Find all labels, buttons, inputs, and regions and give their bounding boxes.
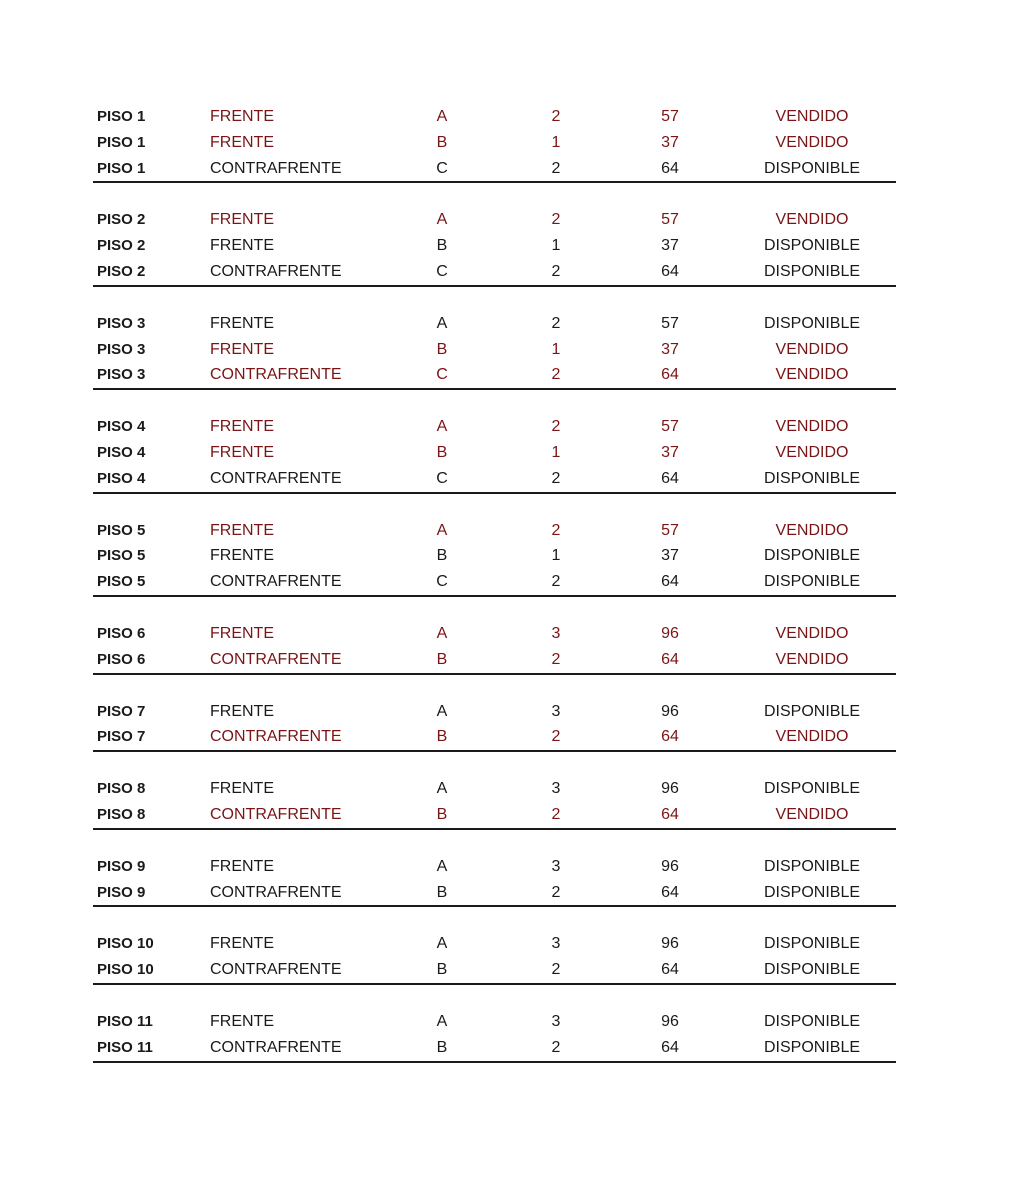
status-cell-text: VENDIDO [775, 521, 849, 539]
unit-letter-cell-text: B [436, 883, 448, 901]
unit-letter-cell-text: A [436, 418, 448, 436]
table-row [93, 880, 896, 906]
orientation-cell: FRENTE [210, 443, 274, 461]
table-row [93, 259, 896, 285]
status-cell-text: DISPONIBLE [763, 702, 861, 720]
status-cell-text: DISPONIBLE [763, 883, 861, 901]
group-divider [93, 1061, 896, 1063]
orientation-cell: FRENTE [210, 418, 274, 436]
group-divider [93, 492, 896, 494]
status-cell-text: DISPONIBLE [763, 237, 861, 255]
table-row [93, 647, 896, 673]
area-cell-text: 57 [661, 108, 679, 125]
floor-cell: PISO 7 [97, 702, 146, 720]
area-cell-text: 64 [661, 262, 679, 280]
orientation-cell: FRENTE [210, 211, 274, 229]
table-row [93, 957, 896, 983]
group-divider [93, 983, 896, 985]
rooms-cell-text: 1 [551, 133, 561, 151]
rooms-cell-text: 2 [551, 805, 561, 823]
table-row [93, 1035, 896, 1061]
table-row [93, 543, 896, 569]
unit-letter-cell-text: C [436, 262, 448, 280]
area-cell-text: 64 [661, 650, 679, 668]
area-cell-text: 57 [661, 418, 679, 436]
floor-cell: PISO 11 [97, 1012, 153, 1030]
floor-group [93, 621, 896, 675]
orientation-cell: FRENTE [210, 521, 274, 539]
floor-cell: PISO 8 [97, 805, 146, 823]
status-cell-text: VENDIDO [775, 340, 849, 358]
status-cell-text: DISPONIBLE [763, 314, 861, 332]
table-row [93, 699, 896, 725]
units-availability-sheet [93, 104, 896, 1087]
area-cell-text: 64 [661, 366, 679, 384]
unit-letter-cell-text: A [436, 935, 448, 953]
floor-cell: PISO 11 [97, 1038, 153, 1056]
rooms-cell-text: 3 [551, 935, 561, 953]
status-cell-text: DISPONIBLE [763, 857, 861, 875]
rooms-cell-text: 2 [551, 108, 561, 125]
area-cell-text: 64 [661, 573, 679, 591]
group-divider [93, 673, 896, 675]
unit-letter-cell-text: B [436, 340, 448, 358]
rooms-cell-text: 1 [551, 237, 561, 255]
unit-letter-cell-text: B [436, 1038, 448, 1056]
area-cell-text: 57 [661, 211, 679, 229]
orientation-cell: FRENTE [210, 935, 274, 953]
table-row [93, 362, 896, 388]
rooms-cell-text: 2 [551, 469, 561, 487]
area-cell-text: 96 [661, 857, 679, 875]
orientation-cell: FRENTE [210, 133, 274, 151]
unit-letter-cell-text: A [436, 314, 448, 332]
floor-cell: PISO 7 [97, 728, 146, 746]
floor-group [93, 1009, 896, 1063]
orientation-cell: FRENTE [210, 108, 274, 125]
unit-letter-cell-text: A [436, 1012, 448, 1030]
status-cell-text: VENDIDO [775, 624, 849, 642]
status-cell-text: VENDIDO [775, 805, 849, 823]
floor-cell: PISO 10 [97, 935, 154, 953]
table-row [93, 130, 896, 156]
floor-cell: PISO 9 [97, 857, 146, 875]
status-cell-text: DISPONIBLE [763, 1012, 861, 1030]
rooms-cell-text: 2 [551, 521, 561, 539]
status-cell-text: VENDIDO [775, 443, 849, 461]
status-cell-text: DISPONIBLE [763, 1038, 861, 1056]
area-cell-text: 37 [661, 547, 679, 565]
floor-group [93, 854, 896, 908]
floor-cell: PISO 9 [97, 883, 146, 901]
status-cell-text: VENDIDO [775, 728, 849, 746]
rooms-cell-text: 2 [551, 418, 561, 436]
area-cell-text: 37 [661, 133, 679, 151]
rooms-cell-text: 2 [551, 883, 561, 901]
unit-letter-cell-text: B [436, 547, 448, 565]
area-cell-text: 64 [661, 469, 679, 487]
floor-cell: PISO 5 [97, 521, 146, 539]
orientation-cell: FRENTE [210, 547, 274, 565]
orientation-cell: FRENTE [210, 340, 274, 358]
floor-cell: PISO 4 [97, 443, 146, 461]
rooms-cell-text: 1 [551, 547, 561, 565]
table-row [93, 233, 896, 259]
table-row [93, 466, 896, 492]
orientation-cell: FRENTE [210, 857, 274, 875]
rooms-cell-text: 3 [551, 702, 561, 720]
unit-letter-cell-text: A [436, 211, 448, 229]
status-cell-text: DISPONIBLE [763, 469, 861, 487]
area-cell-text: 96 [661, 935, 679, 953]
table-row [93, 802, 896, 828]
orientation-cell: FRENTE [210, 624, 274, 642]
status-cell-text: DISPONIBLE [763, 547, 861, 565]
rooms-cell-text: 2 [551, 159, 561, 177]
table-row [93, 337, 896, 363]
status-cell-text: VENDIDO [775, 366, 849, 384]
rooms-cell-text: 2 [551, 262, 561, 280]
floor-cell: PISO 1 [97, 108, 146, 125]
rooms-cell-text: 1 [551, 340, 561, 358]
area-cell-text: 64 [661, 805, 679, 823]
floor-cell: PISO 2 [97, 211, 146, 229]
table-row [93, 414, 896, 440]
status-cell-text: VENDIDO [775, 133, 849, 151]
floor-cell: PISO 3 [97, 314, 146, 332]
status-cell-text: DISPONIBLE [763, 262, 861, 280]
status-cell-text: VENDIDO [775, 418, 849, 436]
group-divider [93, 905, 896, 907]
floor-cell: PISO 4 [97, 469, 146, 487]
unit-letter-cell-text: C [436, 159, 448, 177]
floor-group [93, 414, 896, 493]
rooms-cell-text: 3 [551, 624, 561, 642]
floor-cell: PISO 1 [97, 159, 146, 177]
group-divider [93, 828, 896, 830]
floor-group [93, 104, 896, 183]
orientation-cell: FRENTE [210, 702, 274, 720]
rooms-cell-text: 3 [551, 780, 561, 798]
rooms-cell-text: 2 [551, 314, 561, 332]
area-cell-text: 96 [661, 624, 679, 642]
area-cell-text: 96 [661, 1012, 679, 1030]
unit-letter-cell-text: B [436, 961, 448, 979]
status-cell-text: DISPONIBLE [763, 780, 861, 798]
status-cell-text: VENDIDO [775, 211, 849, 229]
table-row [93, 440, 896, 466]
status-cell-text: VENDIDO [775, 650, 849, 668]
orientation-cell: CONTRAFRENTE [210, 262, 342, 280]
unit-letter-cell-text: A [436, 521, 448, 539]
table-row [93, 569, 896, 595]
table-row [93, 311, 896, 337]
orientation-cell: CONTRAFRENTE [210, 650, 342, 668]
table-row [93, 104, 896, 130]
unit-letter-cell-text: C [436, 366, 448, 384]
orientation-cell: FRENTE [210, 237, 274, 255]
group-divider [93, 181, 896, 183]
floor-cell: PISO 2 [97, 262, 146, 280]
unit-letter-cell-text: C [436, 469, 448, 487]
area-cell-text: 57 [661, 314, 679, 332]
rooms-cell-text: 2 [551, 728, 561, 746]
floor-cell: PISO 1 [97, 133, 146, 151]
rooms-cell-text: 3 [551, 1012, 561, 1030]
floor-cell: PISO 2 [97, 237, 146, 255]
floor-group [93, 311, 896, 390]
rooms-cell-text: 2 [551, 573, 561, 591]
unit-letter-cell-text: C [436, 573, 448, 591]
table-row [93, 854, 896, 880]
area-cell-text: 64 [661, 961, 679, 979]
floor-cell: PISO 6 [97, 624, 146, 642]
rooms-cell-text: 3 [551, 857, 561, 875]
unit-letter-cell-text: A [436, 780, 448, 798]
floor-cell: PISO 5 [97, 573, 146, 591]
area-cell-text: 57 [661, 521, 679, 539]
status-cell-text: VENDIDO [775, 108, 849, 125]
area-cell-text: 37 [661, 237, 679, 255]
area-cell-text: 64 [661, 883, 679, 901]
table-row [93, 207, 896, 233]
floor-cell: PISO 3 [97, 366, 146, 384]
status-cell-text: DISPONIBLE [763, 935, 861, 953]
group-divider [93, 595, 896, 597]
area-cell-text: 96 [661, 702, 679, 720]
orientation-cell: CONTRAFRENTE [210, 728, 342, 746]
floor-cell: PISO 6 [97, 650, 146, 668]
floor-cell: PISO 8 [97, 780, 146, 798]
rooms-cell-text: 2 [551, 961, 561, 979]
floor-group [93, 699, 896, 753]
orientation-cell: CONTRAFRENTE [210, 805, 342, 823]
orientation-cell: CONTRAFRENTE [210, 883, 342, 901]
unit-letter-cell-text: B [436, 728, 448, 746]
orientation-cell: CONTRAFRENTE [210, 1038, 342, 1056]
table-row [93, 518, 896, 544]
unit-letter-cell-text: A [436, 857, 448, 875]
unit-letter-cell-text: B [436, 805, 448, 823]
table-row [93, 776, 896, 802]
status-cell-text: DISPONIBLE [763, 961, 861, 979]
floor-cell: PISO 10 [97, 961, 154, 979]
floor-cell: PISO 5 [97, 547, 146, 565]
area-cell-text: 37 [661, 443, 679, 461]
group-divider [93, 388, 896, 390]
group-divider [93, 285, 896, 287]
table-row [93, 621, 896, 647]
table-row [93, 931, 896, 957]
area-cell-text: 64 [661, 1038, 679, 1056]
table-row [93, 1009, 896, 1035]
orientation-cell: CONTRAFRENTE [210, 366, 342, 384]
orientation-cell: CONTRAFRENTE [210, 469, 342, 487]
orientation-cell: FRENTE [210, 314, 274, 332]
unit-letter-cell-text: B [436, 443, 448, 461]
floor-cell: PISO 4 [97, 418, 146, 436]
status-cell-text: DISPONIBLE [763, 159, 861, 177]
orientation-cell: CONTRAFRENTE [210, 573, 342, 591]
floor-group [93, 931, 896, 985]
rooms-cell-text: 1 [551, 443, 561, 461]
area-cell-text: 64 [661, 159, 679, 177]
unit-letter-cell-text: A [436, 702, 448, 720]
unit-letter-cell-text: B [436, 133, 448, 151]
rooms-cell-text: 2 [551, 211, 561, 229]
rooms-cell-text: 2 [551, 1038, 561, 1056]
group-divider [93, 750, 896, 752]
unit-letter-cell-text: B [436, 650, 448, 668]
orientation-cell: FRENTE [210, 780, 274, 798]
floor-group [93, 518, 896, 597]
floor-group [93, 776, 896, 830]
floor-group [93, 207, 896, 286]
unit-letter-cell-text: A [436, 624, 448, 642]
orientation-cell: CONTRAFRENTE [210, 159, 342, 177]
table-row [93, 724, 896, 750]
table-row [93, 156, 896, 182]
area-cell-text: 37 [661, 340, 679, 358]
unit-letter-cell-text: A [436, 108, 448, 125]
rooms-cell-text: 2 [551, 650, 561, 668]
unit-letter-cell-text: B [436, 237, 448, 255]
orientation-cell: CONTRAFRENTE [210, 961, 342, 979]
area-cell-text: 64 [661, 728, 679, 746]
floor-cell: PISO 3 [97, 340, 146, 358]
area-cell-text: 96 [661, 780, 679, 798]
rooms-cell-text: 2 [551, 366, 561, 384]
orientation-cell: FRENTE [210, 1012, 274, 1030]
status-cell-text: DISPONIBLE [763, 573, 861, 591]
